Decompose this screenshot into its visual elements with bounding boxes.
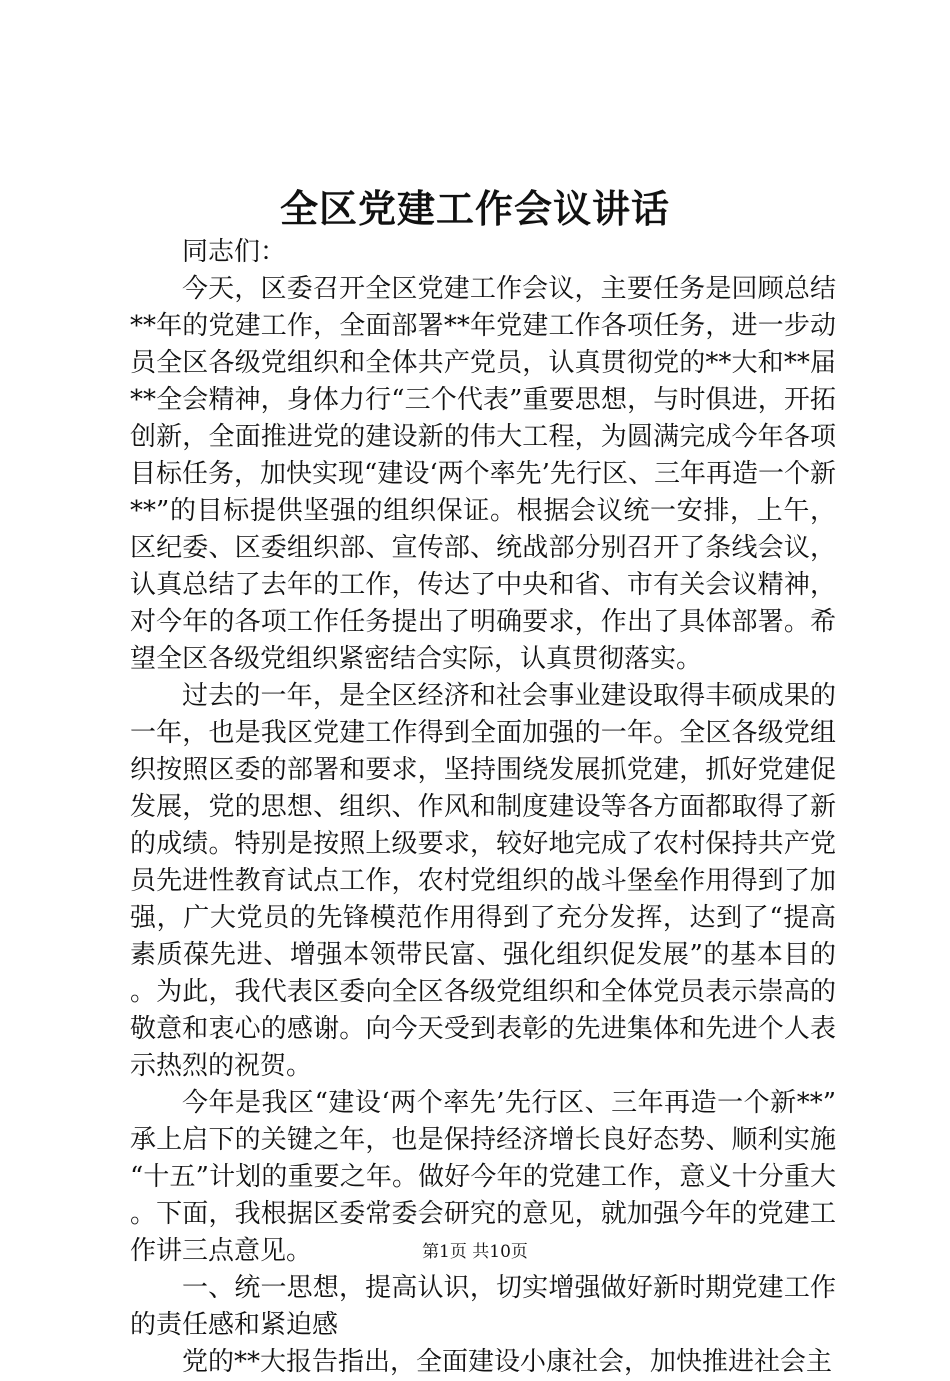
page-number-footer: 第1页 共10页 [422,1242,528,1262]
paragraph-intro: 今天，区委召开全区党建工作会议，主要任务是回顾总结**年的党建工作，全面部署**年党建工作各项任务，进一步动员全区各级党组织和全体共产党员，认真贯彻党的**大和**届**全会精神，身体力行“三个代表”重要思想，与时俱进，开拓创新，全面推进党的建设新的伟大工程，为圆满完成今年各项目标任务，加快实现“建设‘两个率先’先行区、三年再造一个新**”的目标提供坚强的组织保证。根据会议统一安排，上午，区纪委、区委组织部、宣传部、统战部分别召开了条线会议，认真总结了去年的工作，传达了中央和省、市有关会议精神，对今年的各项工作任务提出了明确要求，作出了具体部署。希望全区各级党组织紧密结合实际，认真贯彻落实。 [130,274,836,674]
section-heading-one: 一、统一思想，提高认识，切实增强做好新时期党建工作的责任感和紧迫感 [130,1273,836,1340]
document-body [130,234,836,1381]
paragraph-section-one: 党的**大报告指出，全面建设小康社会，加快推进社会主 [182,1347,833,1377]
paragraph-significance: 今年是我区“建设‘两个率先’先行区、三年再造一个新**”承上启下的关键之年，也是保持经济增长良好态势、顺利实施“十五”计划的重要之年。做好今年的党建工作，意义十分重大。下面，我根据区委常委会研究的意见，就加强今年的党建工作讲三点意见。 [130,1088,836,1266]
paragraph-salutation: 同志们： [182,237,287,267]
document-title: 全区党建工作会议讲话 [279,186,670,231]
paragraph-review: 过去的一年，是全区经济和社会事业建设取得丰硕成果的一年，也是我区党建工作得到全面加强的一年。全区各级党组织按照区委的部署和要求，坚持围绕发展抓党建，抓好党建促发展，党的思想、组织、作风和制度建设等各方面都取得了新的成绩。特别是按照上级要求，较好地完成了农村保持共产党员先进性教育试点工作，农村党组织的战斗堡垒作用得到了加强，广大党员的先锋模范作用得到了充分发挥，达到了“提高素质葆先进、增强本领带民富、强化组织促发展”的基本目的。为此，我代表区委向全区各级党组织和全体党员表示崇高的敬意和衷心的感谢。向今天受到表彰的先进集体和先进个人表示热烈的祝贺。 [130,681,836,1081]
